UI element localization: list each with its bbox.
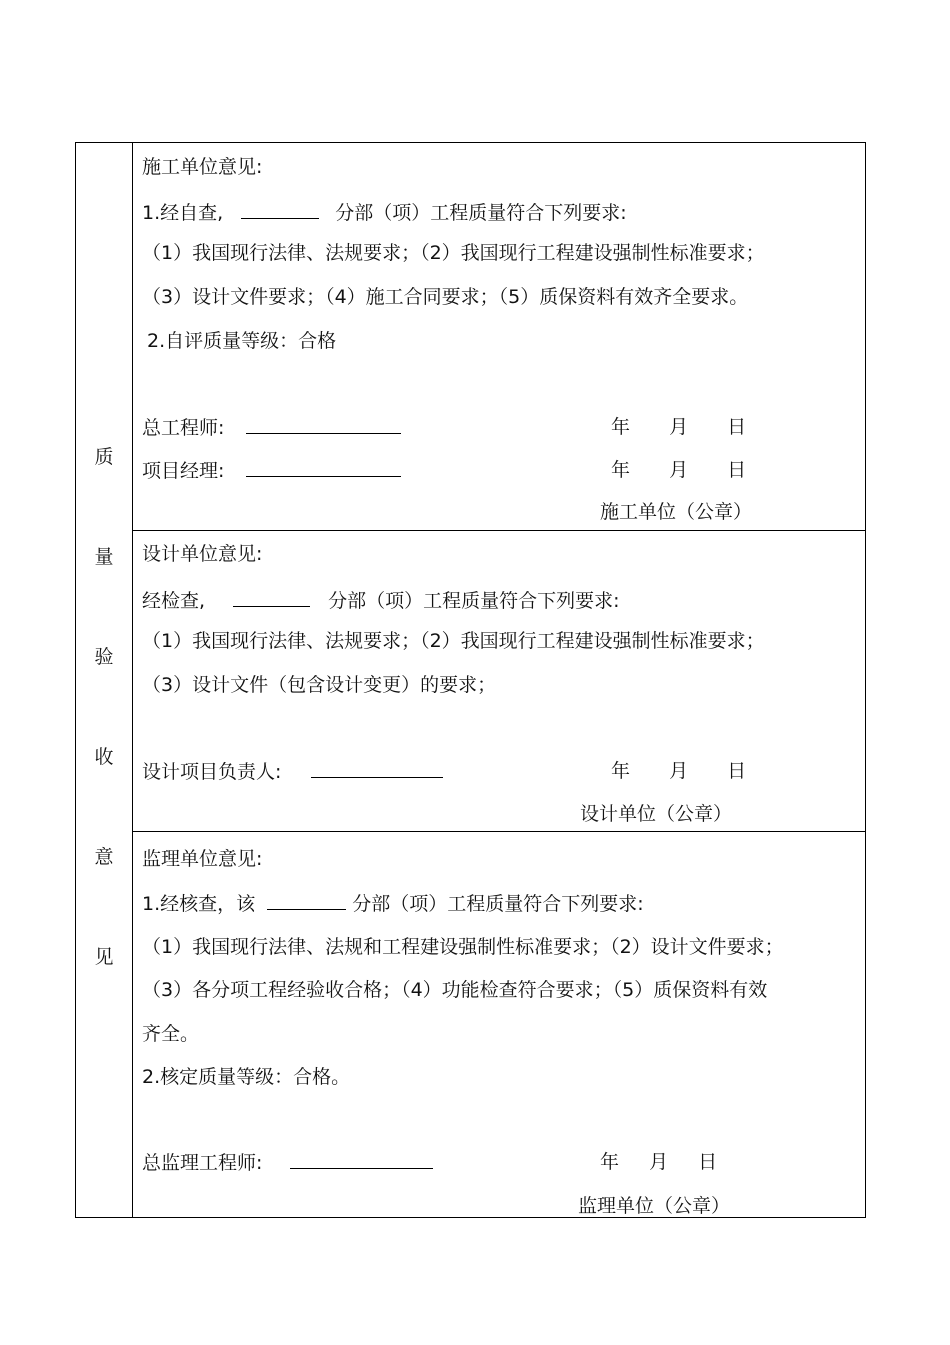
supervision-check-prefix: 1.经核查，该: [142, 893, 256, 915]
month-label: 月: [649, 1151, 669, 1173]
supervision-requirements-line-3: 齐全。: [142, 1023, 200, 1045]
design-requirements-line-1: （1）我国现行法律、法规要求；（2）我国现行工程建设强制性标准要求；: [142, 630, 765, 652]
design-leader-row: [142, 759, 443, 784]
supervision-verified-grade: 2.核定质量等级：合格。: [142, 1066, 351, 1088]
construction-heading: 施工单位意见:: [142, 156, 263, 178]
chief-supervisor-row: [142, 1150, 433, 1175]
project-manager-label: 项目经理:: [142, 460, 225, 482]
design-project-blank[interactable]: [233, 588, 310, 607]
chief-supervisor-signature-blank[interactable]: [290, 1150, 433, 1169]
construction-seal: 施工单位（公章）: [600, 501, 753, 523]
construction-project-blank[interactable]: [241, 200, 319, 219]
title-char-2: 量: [94, 546, 114, 568]
supervision-check-suffix: 分部（项）工程质量符合下列要求:: [352, 893, 644, 915]
day-label: 日: [727, 459, 747, 481]
design-unit-section: [133, 531, 865, 832]
design-seal: 设计单位（公章）: [580, 803, 733, 825]
title-char-6: 见: [94, 946, 114, 968]
day-label: 日: [727, 416, 747, 438]
construction-check-prefix: 1.经自查,: [142, 202, 224, 224]
design-requirements-line-2: （3）设计文件（包含设计变更）的要求；: [142, 674, 497, 696]
supervision-requirements-line-1: （1）我国现行法律、法规和工程建设强制性标准要求；（2）设计文件要求；: [142, 936, 784, 958]
day-label: 日: [698, 1151, 718, 1173]
acceptance-form: [75, 142, 866, 1218]
construction-check-suffix: 分部（项）工程质量符合下列要求:: [335, 202, 627, 224]
construction-unit-section: [133, 143, 865, 531]
chief-engineer-date: [611, 415, 746, 439]
month-label: 月: [669, 760, 689, 782]
year-label: 年: [611, 760, 631, 782]
design-check-prefix: 经检查,: [142, 590, 206, 612]
chief-supervisor-label: 总监理工程师:: [142, 1152, 263, 1174]
supervision-unit-section: [133, 832, 865, 1218]
design-leader-signature-blank[interactable]: [311, 759, 443, 778]
title-char-5: 意: [94, 846, 114, 868]
chief-engineer-label: 总工程师:: [142, 417, 225, 439]
day-label: 日: [727, 760, 747, 782]
construction-self-grade: 2.自评质量等级：合格: [147, 330, 337, 352]
construction-check-line: [142, 200, 627, 225]
supervision-date: [600, 1150, 717, 1174]
project-manager-date: [611, 458, 746, 482]
design-leader-label: 设计项目负责人:: [142, 761, 282, 783]
title-char-1: 质: [94, 446, 114, 468]
supervision-project-blank[interactable]: [267, 891, 346, 910]
title-char-4: 收: [94, 746, 114, 768]
design-check-line: [142, 588, 620, 613]
design-check-suffix: 分部（项）工程质量符合下列要求:: [328, 590, 620, 612]
month-label: 月: [669, 459, 689, 481]
construction-requirements-line-2: （3）设计文件要求；（4）施工合同要求；（5）质保资料有效齐全要求。: [142, 286, 749, 308]
year-label: 年: [611, 459, 631, 481]
construction-requirements-line-1: （1）我国现行法律、法规要求；（2）我国现行工程建设强制性标准要求；: [142, 242, 765, 264]
supervision-requirements-line-2: （3）各分项工程经验收合格；（4）功能检查符合要求；（5）质保资料有效: [142, 979, 768, 1001]
left-title-column: [76, 143, 133, 1217]
project-manager-row: [142, 458, 401, 483]
design-heading: 设计单位意见:: [142, 543, 263, 565]
design-date: [611, 759, 746, 783]
supervision-heading: 监理单位意见:: [142, 848, 263, 870]
supervision-check-line: [142, 891, 644, 916]
year-label: 年: [600, 1151, 620, 1173]
chief-engineer-row: [142, 415, 401, 440]
project-manager-signature-blank[interactable]: [246, 458, 401, 477]
year-label: 年: [611, 416, 631, 438]
supervision-seal: 监理单位（公章）: [578, 1195, 731, 1217]
title-char-3: 验: [94, 646, 114, 668]
month-label: 月: [669, 416, 689, 438]
chief-engineer-signature-blank[interactable]: [246, 415, 401, 434]
